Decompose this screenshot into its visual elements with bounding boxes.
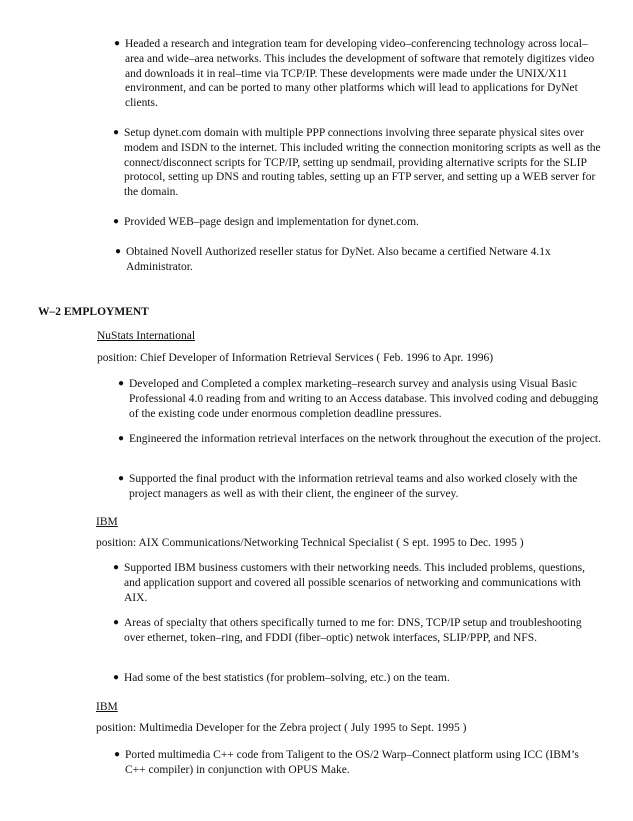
list-item [113,561,594,605]
bullet-icon: ● [115,246,122,257]
list-item [113,671,594,686]
bullet-icon: ● [113,562,120,573]
bullet-icon: ● [113,672,120,683]
bullet-text: Supported IBM business customers with their networking needs. This included problems, questions, and application support and covered all possible scenarios of networking and communications with AIX. [124,562,586,604]
position-line: position: AIX Communications/Networking Technical Specialist ( S ept. 1995 to Dec. 1995 ) [96,537,524,549]
bullet-icon: ● [118,473,125,484]
bullet-icon: ● [118,378,125,389]
bullet-icon: ● [113,617,120,628]
bullet-icon: ● [113,127,120,138]
bullet-text: Headed a research and integration team for developing video–conferencing technology across local–area and wide–area networks. This includes the development of software that remotely digitizes video and downloads it in real–time via TCP/IP. These developments were made under the UNIX/X11 environment, and can be ported to many other platforms which will lead to applications for DyNet clients. [125,38,595,110]
list-item [114,37,605,111]
bullet-icon: ● [118,433,125,444]
company-name: IBM [96,701,118,713]
bullet-text: Developed and Completed a complex marketing–research survey and analysis using Visual Basic Professional 4.0 reading from and writing to an Access database. This involved coding and debugging of the existing code under enormous completion deadline pressures. [129,378,599,420]
bullet-text: Obtained Novell Authorized reseller status for DyNet. Also became a certified Netware 4.1x Administrator. [126,246,551,273]
list-item [114,748,595,778]
bullet-text: Provided WEB–page design and implementation for dynet.com. [124,216,419,228]
bullet-icon: ● [114,749,121,760]
list-item [115,245,605,275]
list-item [113,215,605,230]
bullet-text: Had some of the best statistics (for problem–solving, etc.) on the team. [124,672,450,684]
bullet-text: Areas of specialty that others specifically turned to me for: DNS, TCP/IP setup and troubleshooting over ethernet, token–ring, and FDDI (fiber–optic) netwok interfaces, SLIP/PPP, and NFS. [124,617,582,644]
bullet-text: Engineered the information retrieval interfaces on the network throughout the execution of the project. [129,433,601,445]
position-line: position: Chief Developer of Information Retrieval Services ( Feb. 1996 to Apr. 1996) [97,352,494,364]
list-item [113,616,584,646]
list-item [118,377,605,421]
bullet-text: Supported the final product with the information retrieval teams and also worked closely with the project managers as well as with their client, the engineer of the survey. [129,473,578,500]
bullet-icon: ● [114,38,121,49]
company-name: IBM [96,516,118,528]
bullet-text: Ported multimedia C++ code from Taligent to the OS/2 Warp–Connect platform using ICC (IBM’s C++ compiler) in conjunction with OPUS Make. [125,749,579,776]
bullet-text: Setup dynet.com domain with multiple PPP connections involving three separate physical sites over modem and ISDN to the internet. This included writing the connection monitoring scripts as well as the connect/disconnect scripts for TCP/IP, setting up sendmail, providing alternative scripts for the SLIP protocol, setting up DNS and routing tables, setting up an FTP server, and setting up a WEB server for the domain. [124,127,601,199]
list-item [118,472,605,502]
position-line: position: Multimedia Developer for the Zebra project ( July 1995 to Sept. 1995 ) [96,722,467,734]
list-item [118,432,605,447]
list-item [113,126,605,200]
bullet-icon: ● [113,216,120,227]
section-heading: W–2 EMPLOYMENT [38,306,149,318]
company-name: NuStats International [97,330,196,342]
